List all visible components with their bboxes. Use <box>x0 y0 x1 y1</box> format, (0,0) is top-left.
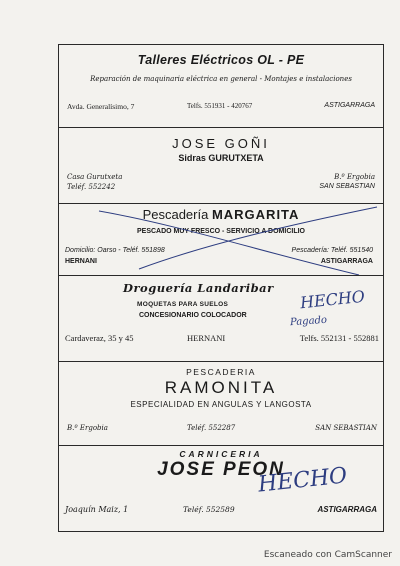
ad-left-line2: HERNANI <box>65 258 97 265</box>
ad-title: JOSE GOÑI <box>172 136 270 151</box>
ad-line1: MOQUETAS PARA SUELOS <box>137 301 229 308</box>
ad-town: ASTIGARRAGA <box>317 505 377 514</box>
ad-left: B.º Ergobia <box>67 424 108 432</box>
ad-talleres-olpe <box>59 45 383 127</box>
ad-address: Cardaveraz, 35 y 45 <box>65 333 134 343</box>
ad-phone: Teléf. 552287 <box>187 424 236 432</box>
scanner-footer: Escaneado con CamScanner <box>263 550 392 560</box>
ad-town: ASTIGARRAGA <box>324 102 375 109</box>
ad-address: Avda. Generalísimo, 7 <box>67 102 135 111</box>
handwritten-pagado: Pagado <box>289 314 328 329</box>
ad-right-line1: Pescadería: Teléf. 551540 <box>291 247 373 254</box>
ad-right-line2: SAN SEBASTIAN <box>319 183 375 190</box>
handwritten-hecho-1: HECHO <box>299 286 366 313</box>
ad-subtitle: ESPECIALIDAD EN ANGULAS Y LANGOSTA <box>130 400 312 409</box>
ad-phone: Telfs. 552131 - 552881 <box>299 333 379 343</box>
ad-title-prefix: Pescadería <box>142 207 209 222</box>
ad-category: PESCADERIA <box>186 367 256 377</box>
ad-pescaderia-margarita <box>59 203 383 275</box>
ad-services: PESCADO MUY FRESCO - SERVICIO A DOMICILIO <box>136 228 306 235</box>
ad-pescaderia-ramonita <box>59 361 383 445</box>
ad-town: HERNANI <box>187 333 226 343</box>
ad-page-frame <box>58 44 384 532</box>
ad-left-line2: Teléf. 552242 <box>67 183 116 191</box>
ad-title-name: MARGARITA <box>211 207 300 222</box>
ad-subtitle: Reparación de maquinaria eléctrica en general - Montajes e instalaciones <box>90 75 352 83</box>
ad-phone: Teléf. 552589 <box>183 505 235 514</box>
ad-jose-goni <box>59 127 383 203</box>
ad-title: Droguería Landaribar <box>123 281 274 295</box>
ad-title: JOSE PEON <box>157 459 285 480</box>
ad-line2: CONCESIONARIO COLOCADOR <box>139 312 247 319</box>
handwritten-cross-mark <box>59 203 385 275</box>
handwritten-hecho-2: HECHO <box>256 463 349 498</box>
ad-phone: Telfs. 551931 - 420767 <box>187 102 253 110</box>
ad-right-line1: B.º Ergobia <box>334 173 375 181</box>
ad-right-line2: ASTIGARRAGA <box>320 258 373 265</box>
ad-title: Talleres Eléctricos OL - PE <box>137 53 305 67</box>
ad-subtitle: Sidras GURUTXETA <box>178 153 264 163</box>
ad-title: RAMONITA <box>164 378 278 397</box>
ad-category: CARNICERIA <box>179 449 263 459</box>
ad-drogueria-landaribar <box>59 275 383 361</box>
ad-town: SAN SEBASTIAN <box>315 424 377 432</box>
ad-address: Joaquín Maiz, 1 <box>65 505 129 514</box>
ad-left-line1: Domicilio: Oarso - Teléf. 551898 <box>65 247 165 254</box>
ad-left-line1: Casa Gurutxeta <box>67 173 123 181</box>
